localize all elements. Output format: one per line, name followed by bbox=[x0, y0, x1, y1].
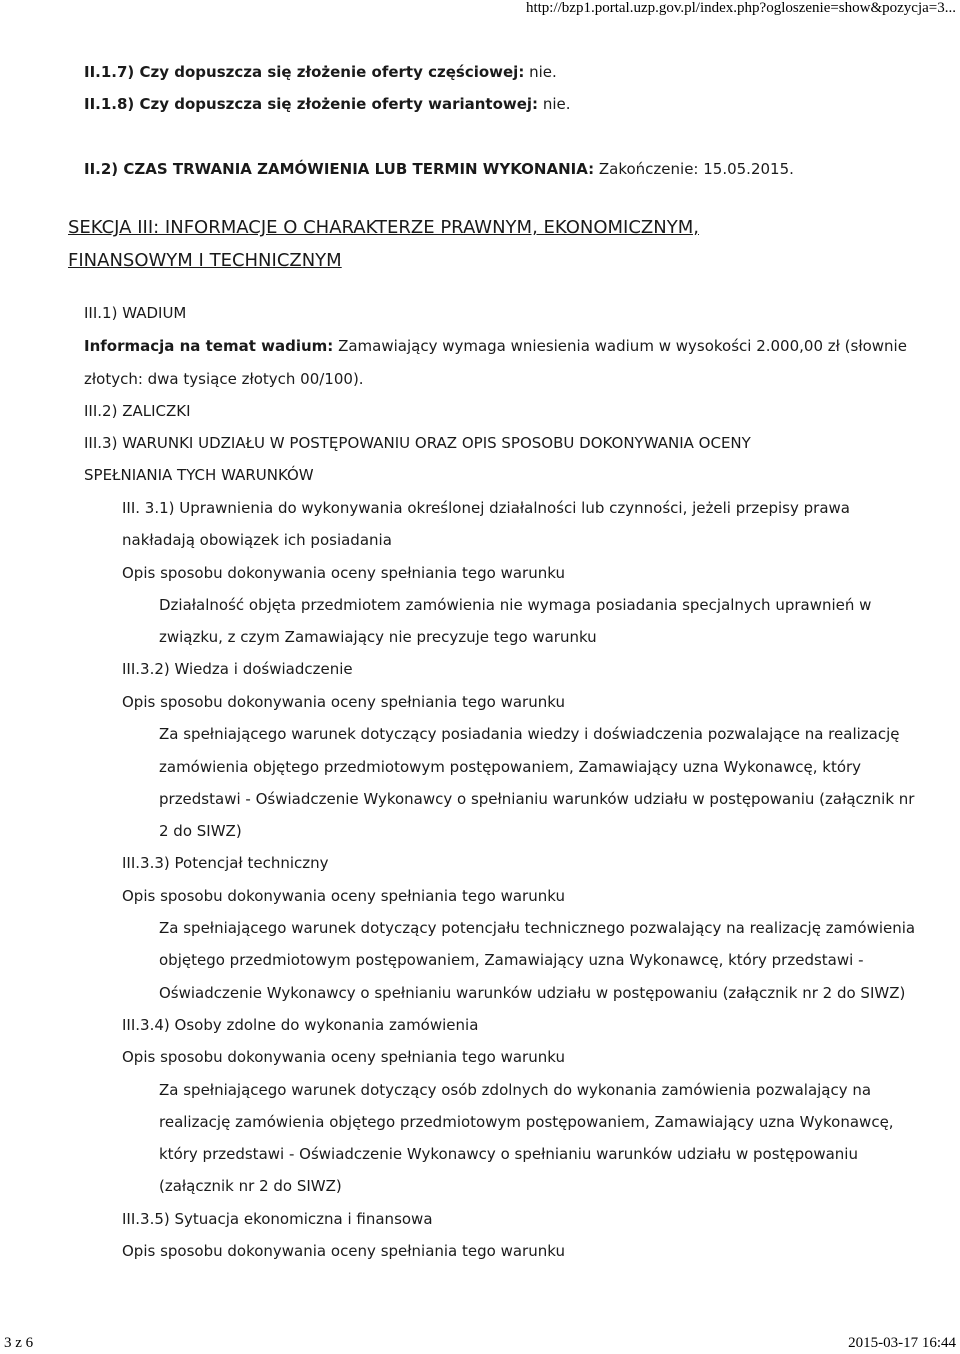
duration-value: Zakończenie: 15.05.2015. bbox=[594, 160, 794, 178]
condition1-opis-label: Opis sposobu dokonywania oceny spełniania tego warunku bbox=[122, 564, 565, 582]
page-url-header: http://bzp1.portal.uzp.gov.pl/index.php?ogloszenie=show&pozycja=3... bbox=[525, 0, 956, 16]
variant-offer-value: nie. bbox=[538, 95, 571, 113]
condition1-title-line1: III. 3.1) Uprawnienia do wykonywania określonej działalności lub czynności, jeżeli przepisy prawa bbox=[122, 499, 850, 517]
condition3-text-line3: Oświadczenie Wykonawcy o spełnianiu warunków udziału w postępowaniu (załącznik nr 2 do SIWZ) bbox=[159, 984, 906, 1002]
condition3-text-line1: Za spełniającego warunek dotyczący potencjału technicznego pozwalający na realizację zamówienia bbox=[159, 919, 916, 937]
condition4-text-line3: który przedstawi - Oświadczenie Wykonawcy o spełnianiu warunków udziału w postępowaniu bbox=[159, 1145, 858, 1163]
condition5-title: III.3.5) Sytuacja ekonomiczna i finansowa bbox=[122, 1210, 433, 1228]
condition4-title: III.3.4) Osoby zdolne do wykonania zamówienia bbox=[122, 1016, 479, 1034]
condition2-text-line4: 2 do SIWZ) bbox=[159, 822, 242, 840]
partial-offer-item bbox=[84, 62, 557, 82]
wadium-info bbox=[84, 336, 907, 356]
condition3-opis-label: Opis sposobu dokonywania oceny spełniania tego warunku bbox=[122, 887, 565, 905]
wadium-text-line1: Zamawiający wymaga wniesienia wadium w wysokości 2.000,00 zł (słownie bbox=[333, 337, 907, 355]
duration-item bbox=[84, 159, 794, 179]
condition4-text-line2: realizację zamówienia objętego przedmiotowym postępowaniem, Zamawiający uzna Wykonawcę, bbox=[159, 1113, 894, 1131]
condition2-title: III.3.2) Wiedza i doświadczenie bbox=[122, 660, 353, 678]
section-title-line2: FINANSOWYM I TECHNICZNYM bbox=[68, 250, 342, 271]
page-number: 3 z 6 bbox=[4, 1335, 34, 1351]
condition1-text-line1: Działalność objęta przedmiotem zamówienia nie wymaga posiadania specjalnych uprawnień w bbox=[159, 596, 872, 614]
condition2-opis-label: Opis sposobu dokonywania oceny spełniania tego warunku bbox=[122, 693, 565, 711]
condition3-text-line2: objętego przedmiotowym postępowaniem, Zamawiający uzna Wykonawcę, który przedstawi - bbox=[159, 951, 864, 969]
condition5-opis-label: Opis sposobu dokonywania oceny spełniania tego warunku bbox=[122, 1242, 565, 1260]
condition4-text-line1: Za spełniającego warunek dotyczący osób zdolnych do wykonania zamówienia pozwalający na bbox=[159, 1081, 872, 1099]
duration-label: II.2) CZAS TRWANIA ZAMÓWIENIA LUB TERMIN WYKONANIA: bbox=[84, 160, 595, 178]
variant-offer-item bbox=[84, 94, 571, 114]
condition4-text-line4: (załącznik nr 2 do SIWZ) bbox=[159, 1177, 342, 1195]
condition4-opis-label: Opis sposobu dokonywania oceny spełniania tego warunku bbox=[122, 1048, 565, 1066]
warunki-heading-line2: SPEŁNIANIA TYCH WARUNKÓW bbox=[84, 466, 314, 484]
wadium-text-line2: złotych: dwa tysiące złotych 00/100). bbox=[84, 370, 364, 388]
partial-offer-label: II.1.7) Czy dopuszcza się złożenie oferty częściowej: bbox=[84, 63, 525, 81]
condition2-text-line2: zamówienia objętego przedmiotowym postępowaniem, Zamawiający uzna Wykonawcę, który bbox=[159, 758, 862, 776]
wadium-label: Informacja na temat wadium: bbox=[84, 337, 334, 355]
section-title-line1: SEKCJA III: INFORMACJE O CHARAKTERZE PRAWNYM, EKONOMICZNYM, bbox=[68, 217, 699, 238]
print-datetime: 2015-03-17 16:44 bbox=[848, 1335, 956, 1351]
zaliczki-heading: III.2) ZALICZKI bbox=[84, 402, 191, 420]
partial-offer-value: nie. bbox=[524, 63, 557, 81]
condition3-title: III.3.3) Potencjał techniczny bbox=[122, 854, 329, 872]
condition2-text-line3: przedstawi - Oświadczenie Wykonawcy o spełnianiu warunków udziału w postępowaniu (załącznik nr bbox=[159, 790, 915, 808]
wadium-heading: III.1) WADIUM bbox=[84, 304, 187, 322]
condition1-title-line2: nakładają obowiązek ich posiadania bbox=[122, 531, 392, 549]
warunki-heading-line1: III.3) WARUNKI UDZIAŁU W POSTĘPOWANIU ORAZ OPIS SPOSOBU DOKONYWANIA OCENY bbox=[84, 434, 751, 452]
condition1-text-line2: związku, z czym Zamawiający nie precyzuje tego warunku bbox=[159, 628, 597, 646]
variant-offer-label: II.1.8) Czy dopuszcza się złożenie oferty wariantowej: bbox=[84, 95, 539, 113]
condition2-text-line1: Za spełniającego warunek dotyczący posiadania wiedzy i doświadczenia pozwalające na realizację bbox=[159, 725, 900, 743]
